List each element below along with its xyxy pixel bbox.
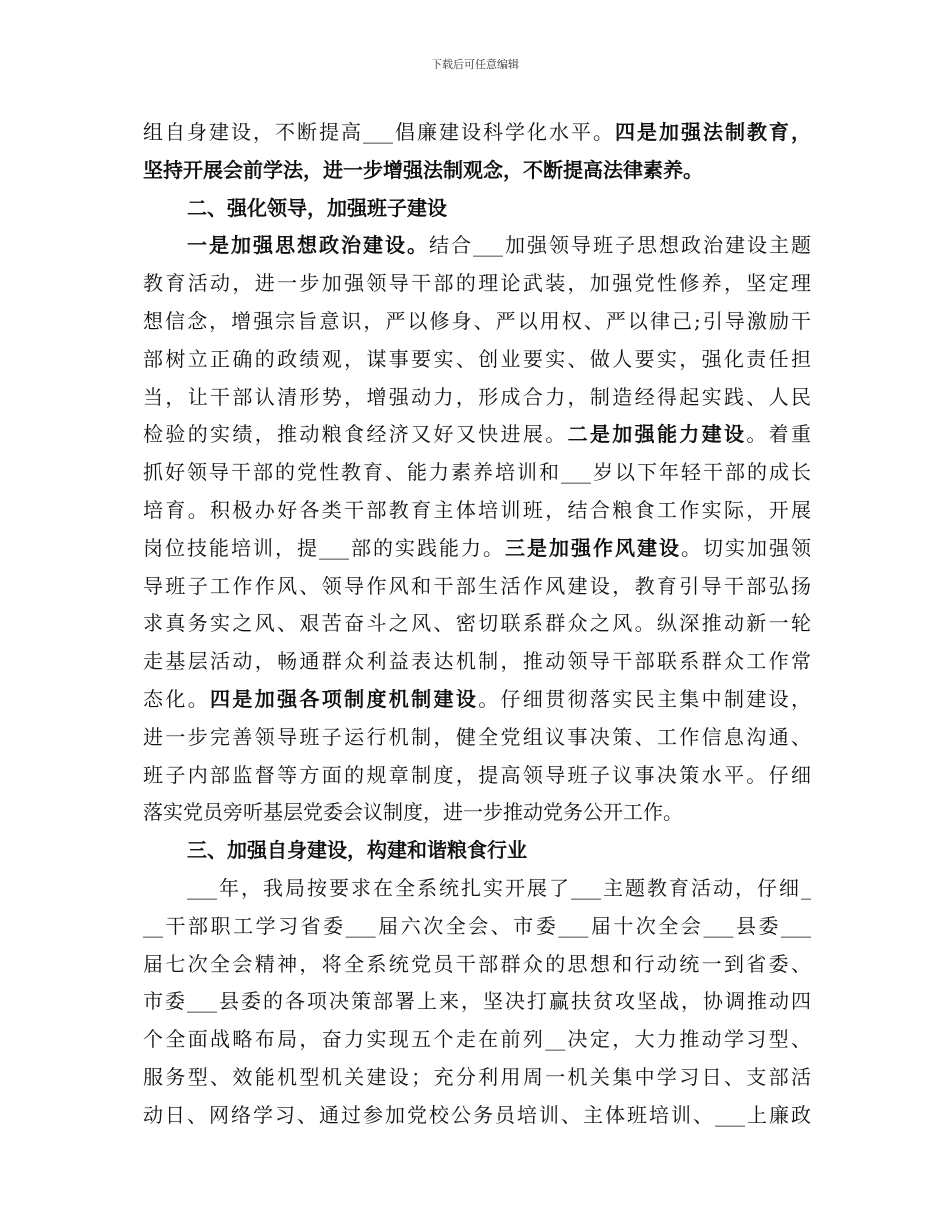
text-run: 结合___加强领导班子思想政治建设主题 (429, 233, 811, 258)
text-line (143, 568, 811, 606)
text-run: 岗位技能培训，提___部的实践能力。 (143, 535, 505, 560)
text-run: 服务型、效能机型机关建设；充分利用周一机关集中学习日、支部活 (143, 1064, 811, 1089)
text-run: ___年，我局按要求在全系统扎实开展了___主题教育活动，仔细_ (187, 875, 811, 900)
text-line (143, 643, 811, 681)
bold-text: 四是加强各项制度机制建设 (210, 686, 479, 711)
text-run: 当，让干部认清形势，增强动力，形成合力，制造经得起实践、人民 (143, 384, 811, 409)
text-run: 教育活动，进一步加强领导干部的理论武装，加强党性修养，坚定理 (143, 271, 811, 296)
text-line (143, 719, 811, 757)
text-run: 届七次全会精神，将全系统党员干部群众的思想和行动统一到省委、 (143, 951, 811, 976)
text-line (143, 265, 811, 303)
text-line (143, 379, 811, 417)
text-line (143, 983, 811, 1021)
text-run: 落实党员旁听基层党委会议制度，进一步推动党务公开工作。 (143, 800, 683, 825)
text-line (143, 757, 811, 795)
text-run: 。切实加强领 (681, 535, 811, 560)
bold-text: 二、强化领导，加强班子建设 (187, 195, 447, 220)
text-run: 态化。 (143, 686, 211, 711)
text-line (143, 416, 811, 454)
text-run: 部树立正确的政绩观，谋事要实、创业要实、做人要实，强化责任担 (143, 346, 811, 371)
text-line (143, 303, 811, 341)
text-run: 。仔细贯彻落实民主集中制建设， (478, 686, 811, 711)
text-run: 想信念，增强宗旨意识，严以修身、严以用权、严以律己;引导激励干 (143, 308, 811, 333)
text-run: 培育。积极办好各类干部教育主体培训班，结合粮食工作实际，开展 (143, 497, 811, 522)
text-line (143, 492, 811, 530)
text-line (143, 454, 811, 492)
bold-text: 二是加强能力建设 (567, 422, 747, 447)
text-run: 班子内部监督等方面的规章制度，提高领导班子议事决策水平。仔细 (143, 762, 811, 787)
text-line (143, 946, 811, 984)
text-run: 抓好领导干部的党性教育、能力素养培训和___岁以下年轻干部的成长 (143, 460, 811, 485)
text-line (143, 1059, 811, 1097)
text-run: 组自身建设，不断提高___倡廉建设科学化水平。 (143, 120, 615, 144)
text-run: 进一步完善领导班子运行机制，健全党组议事决策、工作信息沟通、 (143, 724, 811, 749)
text-line (143, 605, 811, 643)
text-line (143, 870, 811, 908)
text-run: __干部职工学习省委___届六次全会、市委___届十次全会___县委___ (143, 913, 811, 938)
text-line (143, 794, 811, 832)
document-body (143, 114, 811, 1135)
text-run: 。着重 (746, 422, 811, 447)
text-line (143, 681, 811, 719)
text-run: 个全面战略布局，奋力实现五个走在前列__决定，大力推动学习型、 (143, 1027, 811, 1052)
text-run: 走基层活动，畅通群众利益表达机制，推动领导干部联系群众工作常 (143, 649, 811, 674)
text-line (143, 908, 811, 946)
text-run: 求真务实之风、艰苦奋斗之风、密切联系群众之风。纵深推动新一轮 (143, 611, 811, 636)
section-heading (143, 832, 811, 870)
bold-text: 坚持开展会前学法，进一步增强法制观念，不断提高法律素养。 (143, 157, 703, 182)
text-run: 动日、网络学习、通过参加党校公务员培训、主体班培训、___上廉政 (143, 1102, 811, 1127)
section-heading (143, 190, 811, 228)
text-line (143, 1097, 811, 1135)
text-line (143, 341, 811, 379)
text-line (143, 530, 811, 568)
bold-text: 一是加强思想政治建设。 (187, 233, 429, 258)
bold-text: 三、加强自身建设，构建和谐粮食行业 (187, 838, 527, 863)
text-line (143, 227, 811, 265)
bold-text: 四是加强法制教育， (615, 120, 811, 144)
bold-text: 三是加强作风建设 (505, 535, 681, 560)
text-run: 导班子工作作风、领导作风和干部生活作风建设，教育引导干部弘扬 (143, 573, 811, 598)
text-run: 市委___县委的各项决策部署上来，坚决打赢扶贫攻坚战，协调推动四 (143, 989, 811, 1014)
text-run: 检验的实绩，推动粮食经济又好又快进展。 (143, 422, 568, 447)
text-line (143, 114, 811, 152)
text-line (143, 1021, 811, 1059)
page-header: 下载后可任意编辑 (431, 58, 519, 71)
text-line (143, 152, 811, 190)
